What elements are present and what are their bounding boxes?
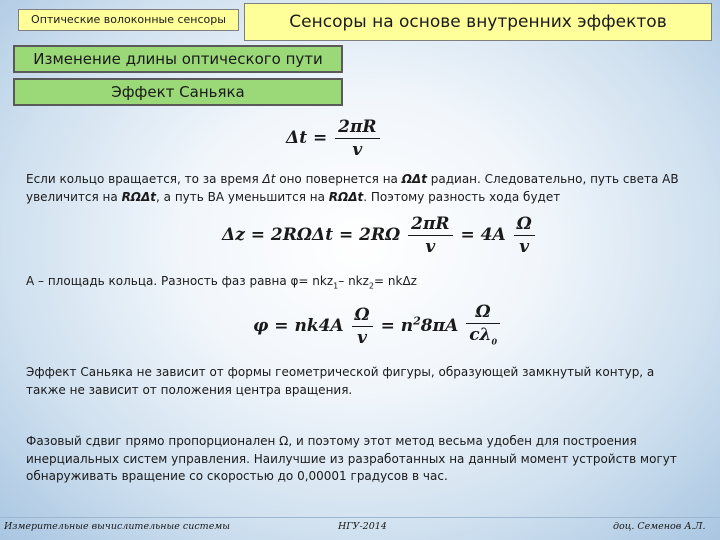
fraction	[408, 214, 452, 257]
text-segment: – nkz	[338, 274, 369, 288]
text-segment: Если кольцо вращается, то за время	[26, 172, 263, 186]
subscript: 2	[368, 281, 375, 291]
footer-course: Измерительные вычислительные системы	[4, 521, 230, 532]
paragraph-phase-shift: Фазовый сдвиг прямо пропорционален Ω, и поэтому этот метод весьма удобен для построения инерциальных систем управления. Наилучшие из разработанных на данный момент устройств могут обнаруживать вращение со скоростью до 0,00001 градусов в час.	[26, 434, 677, 483]
text-segment: А – площадь кольца. Разность фаз равна φ= nkz	[26, 274, 334, 288]
paragraph-rotation	[26, 171, 696, 206]
footer-divider	[0, 517, 720, 518]
subheader-sagnac-effect: Эффект Саньяка	[13, 78, 343, 106]
text-segment: , а путь ВА уменьшится на	[156, 189, 329, 204]
fraction-denominator: v	[519, 237, 530, 257]
formula-delta-z	[222, 214, 537, 257]
fraction	[514, 214, 535, 257]
fraction-numerator: 2πR	[335, 117, 379, 139]
fraction	[352, 305, 373, 348]
fraction-denominator: v	[352, 140, 363, 160]
slide-title: Сенсоры на основе внутренних эффектов	[244, 3, 712, 41]
fraction-denominator: v	[425, 237, 436, 257]
text-segment: . Поэтому разность хода будет	[363, 189, 561, 204]
subheader-path-length: Изменение длины оптического пути	[13, 45, 343, 73]
fraction-numerator: Ω	[514, 214, 535, 236]
text-segment: = nkΔz	[374, 274, 417, 288]
paragraph-phase	[26, 273, 696, 295]
math-inline: ΩΔt	[401, 172, 427, 186]
fraction-numerator: Ω	[466, 302, 500, 324]
formula-delta-t	[286, 117, 382, 160]
footer-author: доц. Семенов А.Л.	[613, 521, 706, 532]
subscript: 1	[333, 281, 339, 291]
fraction-denominator: v	[357, 328, 368, 349]
formula-lhs: φ = nk4A	[253, 316, 344, 337]
formula-lhs: Δt =	[286, 128, 328, 148]
fraction-numerator: 2πR	[408, 214, 452, 236]
footer-university: НГУ-2014	[338, 521, 387, 532]
fraction	[335, 117, 379, 160]
math-inline: Δt	[262, 172, 276, 186]
denominator-text: cλ	[469, 325, 492, 345]
math-inline: RΩΔt	[328, 189, 364, 204]
fraction-numerator: Ω	[352, 305, 373, 327]
formula-middle: = n	[380, 316, 414, 337]
formula-middle: 8πA	[420, 316, 459, 337]
fraction	[466, 302, 500, 351]
subscript: 0	[491, 336, 498, 347]
formula-phi	[253, 302, 502, 351]
text-segment: оно повернется на	[275, 172, 402, 186]
formula-middle: = 4A	[460, 225, 506, 245]
paragraph-independence: Эффект Саньяка не зависит от формы геометрической фигуры, образующей замкнутый контур, а также не зависит от положения центра вращения.	[26, 365, 655, 397]
formula-lhs: Δz = 2RΩΔt = 2RΩ	[222, 225, 401, 245]
section-label: Оптические волоконные сенсоры	[18, 9, 239, 31]
math-inline: RΩΔt	[121, 189, 157, 204]
fraction-denominator	[466, 324, 500, 351]
text-segment: радиан. Следовательно, путь света АВ увеличится на	[26, 172, 679, 204]
superscript: 2	[413, 314, 421, 328]
